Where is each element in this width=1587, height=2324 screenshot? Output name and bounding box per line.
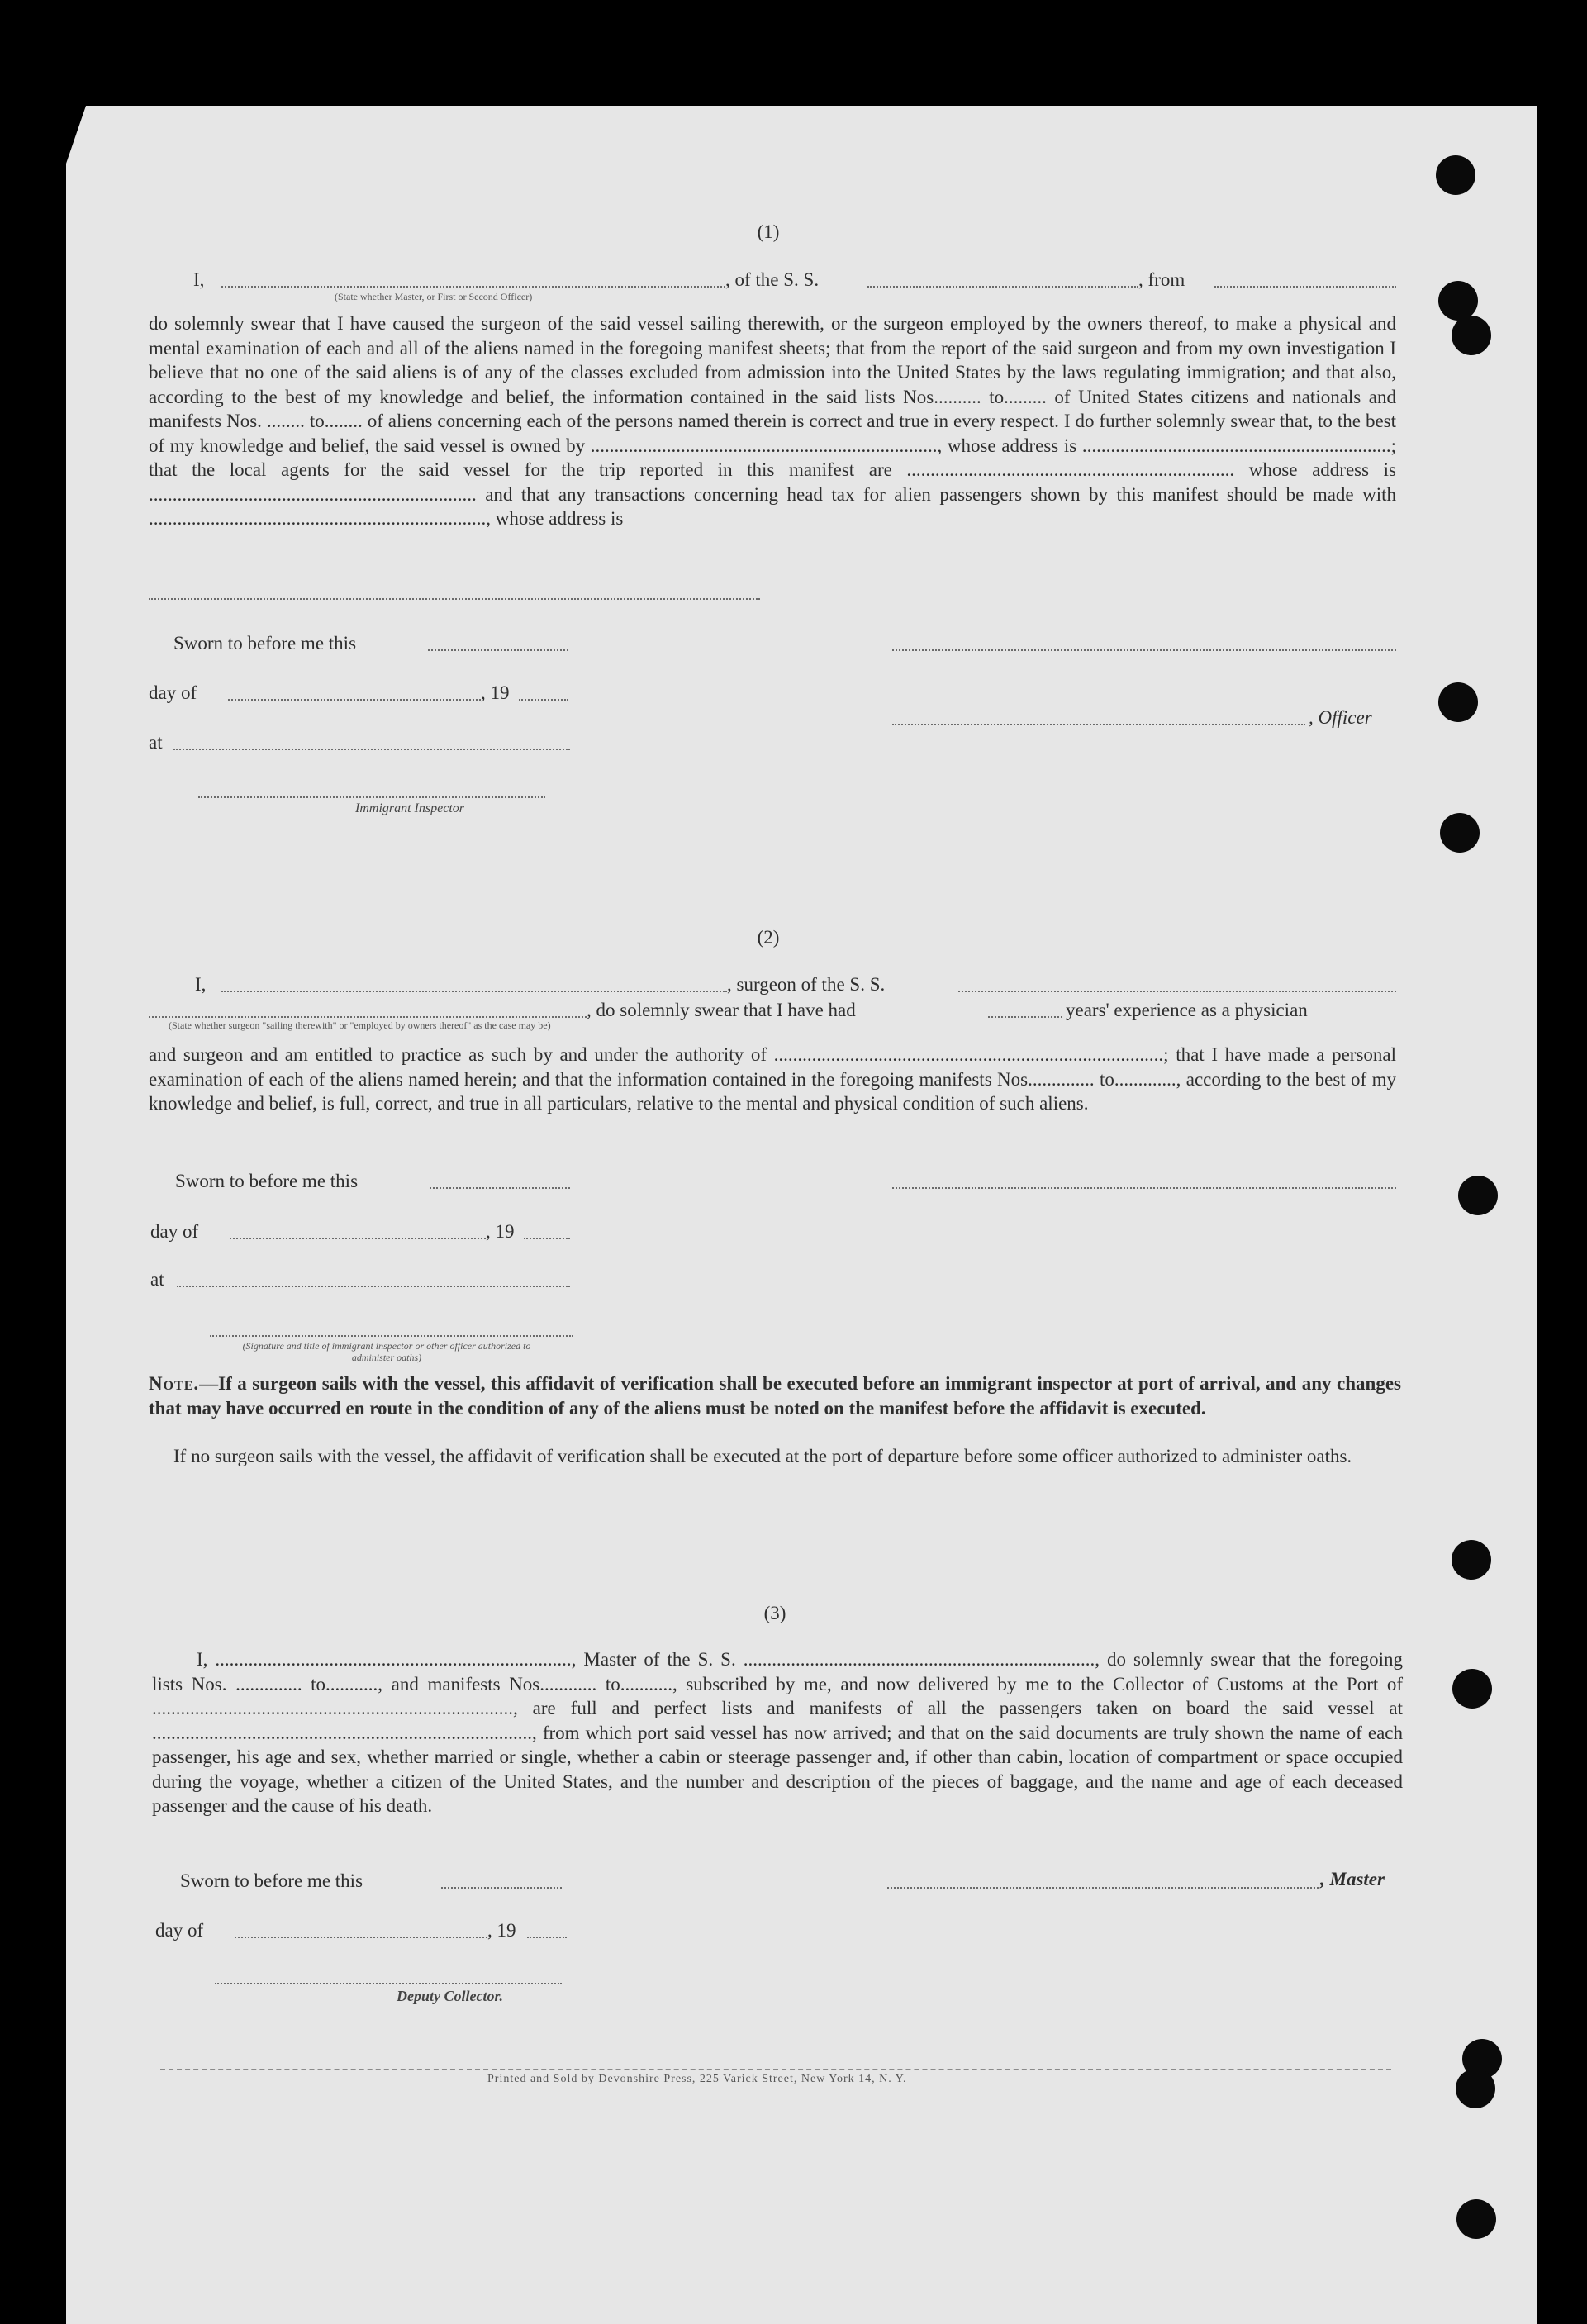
surgeon-role-blank[interactable] [149, 1016, 587, 1018]
note-paragraph [149, 1371, 1401, 1420]
section3-heading: (3) [763, 1603, 786, 1623]
sworn3-label: Sworn to before me this [180, 1870, 363, 1891]
sworn-label: Sworn to before me this [173, 633, 357, 653]
punch-hole [1452, 1669, 1492, 1709]
from-label: , from [1138, 269, 1185, 290]
day-of-3-label: day of [155, 1920, 204, 1941]
sworn2-label: Sworn to before me this [175, 1171, 359, 1191]
solemnly-label: , do solemnly swear that I have had [587, 1000, 856, 1020]
section3-oath-text: I, ..........................................................................., Master of the S. S. .........................................................................., do solemnly swear that the foregoing lists Nos. .............. to..........., and manifests Nos............ to..........., subscribed by me, and now delivered by me to the Collector of Customs at the Port of ............................................................................, are full and perfect lists and manifests of all the passengers taken on board the said vessel at ................................................................................, from which port said vessel has now arrived; and that on the said documents are truly shown the name of each passenger, his age and sex, whether married or single, whether a cabin or steerage passenger and, if other than cabin, location of compartment or space occupied during the voyage, whether a citizen of the United States, and the number and description of the pieces of baggage, and the name and age of each deceased passenger and the cause of his death. [152, 1649, 1403, 1816]
section2-heading: (2) [757, 927, 780, 948]
inspector-label: Immigrant Inspector [355, 801, 464, 815]
day-of-2-label: day of [150, 1221, 199, 1242]
from-blank[interactable] [1214, 286, 1396, 288]
surgeon-prefix: I, [195, 974, 207, 995]
years-label: years' experience as a physician [1066, 1000, 1308, 1020]
deputy-label: Deputy Collector. [397, 1988, 503, 2004]
officer-signature-blank-top[interactable] [892, 649, 1396, 651]
year-2-blank[interactable] [524, 1238, 570, 1239]
surgeon-signature-blank[interactable] [892, 1187, 1396, 1189]
punch-hole [1452, 316, 1491, 355]
surgeon-note: (State whether surgeon "sailing therewith" or "employed by owners thereof" as the case may be) [169, 1019, 551, 1031]
torn-corner [66, 106, 86, 164]
note-text: —If a surgeon sails with the vessel, this affidavit of verification shall be executed before an immigrant inspector at port of arrival, and any changes that may have occurred en route in the condition of any of the aliens must be noted on the manifest before the affidavit is executed. [149, 1373, 1401, 1419]
day-of-blank[interactable] [228, 699, 481, 701]
year-3-blank[interactable] [527, 1937, 567, 1938]
at-2-blank[interactable] [177, 1286, 570, 1287]
punch-hole [1456, 2069, 1495, 2108]
officer2-note: (Signature and title of immigrant inspector or other officer authorized to administer oaths) [242, 1340, 531, 1363]
sworn3-date-blank[interactable] [441, 1887, 562, 1889]
address-continuation-blank[interactable] [149, 598, 760, 600]
sworn-date-blank[interactable] [428, 649, 568, 651]
at-label: at [149, 732, 163, 753]
deputy-signature-line[interactable] [215, 1983, 562, 1984]
inspector-signature-line[interactable] [198, 796, 545, 798]
surgeon-of-label: , surgeon of the S. S. [727, 974, 886, 995]
printer-imprint: Printed and Sold by Devonshire Press, 225 Varick Street, New York 14, N. Y. [487, 2073, 907, 2085]
punch-hole [1452, 1540, 1491, 1580]
day-of-label: day of [149, 682, 197, 703]
section1-oath-text: do solemnly swear that I have caused the surgeon of the said vessel sailing therewith, or the surgeon employed by the owners thereof, to make a physical and mental examination of each and all of the aliens named in the foregoing manifest sheets; that from the report of the said surgeon and from my own investigation I believe that no one of the said aliens is of any of the classes excluded from admission into the United States by the laws regulating immigration; and that also, according to the best of my knowledge and belief, the information contained in the said lists Nos.......... to......... of United States citizens and nationals and manifests Nos. ........ to........ of aliens concerning each of the persons named therein is correct and true in every respect. I do further solemnly swear that, to the best of my knowledge and belief, the said vessel is owned by ........................................................................., whose address is .................................................................; that the local agents for the said vessel for the trip reported in this manifest are ..................................................................... whose address is ..................................................................... and that any transactions concerning head tax for alien passengers shown by this manifest should be made with ......................................................................., whose address is [149, 313, 1396, 529]
section1-heading: (1) [757, 221, 780, 242]
punch-hole [1438, 682, 1478, 722]
declarant-note: (State whether Master, or First or Second Officer) [335, 291, 533, 302]
day-of-2-blank[interactable] [230, 1238, 486, 1239]
master-label: , Master [1320, 1869, 1385, 1889]
at-blank[interactable] [173, 749, 570, 750]
punch-hole [1440, 813, 1480, 853]
note-label: Note. [149, 1373, 200, 1394]
declarant-blank[interactable] [221, 286, 725, 288]
year-blank[interactable] [519, 699, 568, 701]
section2-oath-text: and surgeon and am entitled to practice as such by and under the authority of ..................................................................................; that I have made a personal examination of each of the aliens named herein; and that the information contained in the foregoing manifests Nos.............. to............., according to the best of my knowledge and belief, is full, correct, and true in all particulars, relative to the mental and physical condition of such aliens. [149, 1044, 1396, 1114]
punch-hole [1438, 281, 1478, 321]
vessel-blank[interactable] [867, 286, 1138, 288]
year-2-label: , 19 [486, 1221, 515, 1242]
officer2-signature-line[interactable] [210, 1335, 573, 1337]
officer-signature-blank[interactable] [892, 724, 1305, 725]
year-label: , 19 [481, 682, 510, 703]
footer-rule [160, 2069, 1391, 2070]
punch-hole [1458, 1176, 1498, 1215]
punch-hole [1436, 155, 1475, 195]
officer-label: , Officer [1309, 707, 1372, 728]
master-signature-blank[interactable] [887, 1887, 1319, 1889]
at-2-label: at [150, 1269, 164, 1290]
surgeon-name-blank[interactable] [221, 991, 727, 992]
surgeon-vessel-blank[interactable] [958, 991, 1396, 992]
day-of-3-blank[interactable] [235, 1937, 487, 1938]
note-paragraph-2: If no surgeon sails with the vessel, the affidavit of verification shall be executed at the port of departure before some officer authorized to administer oaths. [173, 1446, 1352, 1466]
of-ss-label: , of the S. S. [725, 269, 820, 290]
declarant-prefix: I, [193, 269, 205, 290]
sworn2-date-blank[interactable] [430, 1187, 570, 1189]
year-3-label: , 19 [487, 1920, 516, 1941]
punch-hole [1456, 2199, 1496, 2239]
years-blank[interactable] [988, 1016, 1062, 1018]
